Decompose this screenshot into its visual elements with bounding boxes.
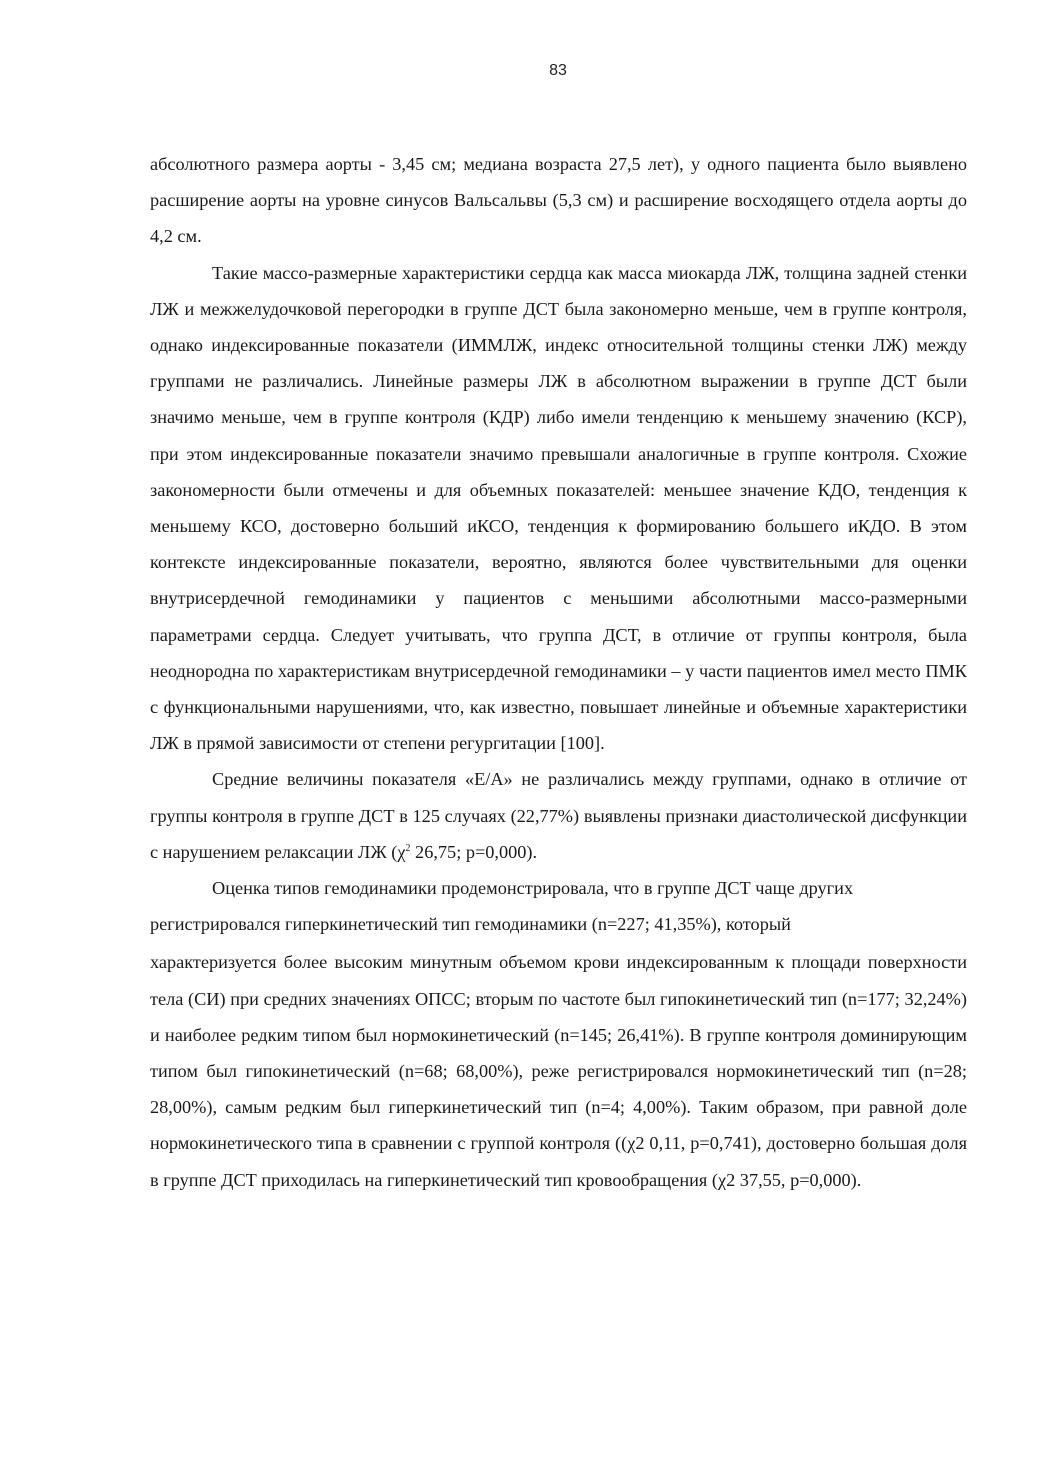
superscript-2: 2 — [405, 842, 411, 854]
paragraph-4-continuation: характеризуется более высоким минутным объемом крови индексированным к площади поверхности тела (СИ) при средних значениях ОПСС; вторым по частоте был гипокинетический тип (n=177; 32,24%) и наиболее редким типом был нормокинетический (n=145; 26,41%). В группе контроля доминирующим типом был гипокинетический (n=68; 68,00%), реже регистрировался нормокинетический тип (n=28; 28,00%), самым редким был гиперкинетический тип (n=4; 4,00%). Таким образом, при равной доле нормокинетического типа в сравнении с группой контроля ((χ2 0,11, р=0,741), достоверно большая доля в группе ДСТ приходилась на гиперкинетический тип кровообращения (χ2 37,55, р=0,000). — [150, 952, 967, 1190]
paragraph-1: абсолютного размера аорты - 3,45 см; медиана возраста 27,5 лет), у одного пациента было выявлено расширение аорты на уровне синусов Вальсальвы (5,3 см) и расширение восходящего отдела аорты до 4,2 см. — [150, 154, 967, 247]
paragraph-3-text: Средние величины показателя «Е/А» не различались между группами, однако в отличие от группы контроля в группе ДСТ в 125 случаях (22,77%) выявлены признаки диастолической дисфункции с нарушением релаксации ЛЖ (χ — [150, 769, 967, 862]
paragraph-3 — [150, 761, 967, 870]
paragraph-3-text-end: 26,75; р=0,000). — [410, 841, 538, 862]
page-number: 83 — [549, 62, 567, 79]
paragraph-2: Такие массо-размерные характеристики сердца как масса миокарда ЛЖ, толщина задней стенки ЛЖ и межжелудочковой перегородки в группе ДСТ была закономерно меньше, чем в группе контроля, однако индексированные показатели (ИММЛЖ, индекс относительной толщины стенки ЛЖ) между группами не различались. Линейные размеры ЛЖ в абсолютном выражении в группе ДСТ были значимо меньше, чем в группе контроля (КДР) либо имели тенденцию к меньшему значению (КСР), при этом индексированные показатели значимо превышали аналогичные в группе контроля. Схожие закономерности были отмечены и для объемных показателей: меньшее значение КДО, тенденция к меньшему КСО, достоверно больший иКСО, тенденция к формированию большего иКДО. В этом контексте индексированные показатели, вероятно, являются более чувствительными для оценки внутрисердечной гемодинамики у пациентов с меньшими абсолютными массо-размерными параметрами сердца. Следует учитывать, что группа ДСТ, в отличие от группы контроля, была неоднородна по характеристикам внутрисердечной гемодинамики – у части пациентов имел место ПМК с функциональными нарушениями, что, как известно, повышает линейные и объемные характеристики ЛЖ в прямой зависимости от степени регургитации [100]. — [150, 262, 967, 754]
document-body — [150, 146, 967, 1198]
paragraph-4-start: Оценка типов гемодинамики продемонстрировала, что в группе ДСТ чаще других регистрировался гиперкинетический тип гемодинамики (n=227; 41,35%), который — [150, 878, 854, 935]
